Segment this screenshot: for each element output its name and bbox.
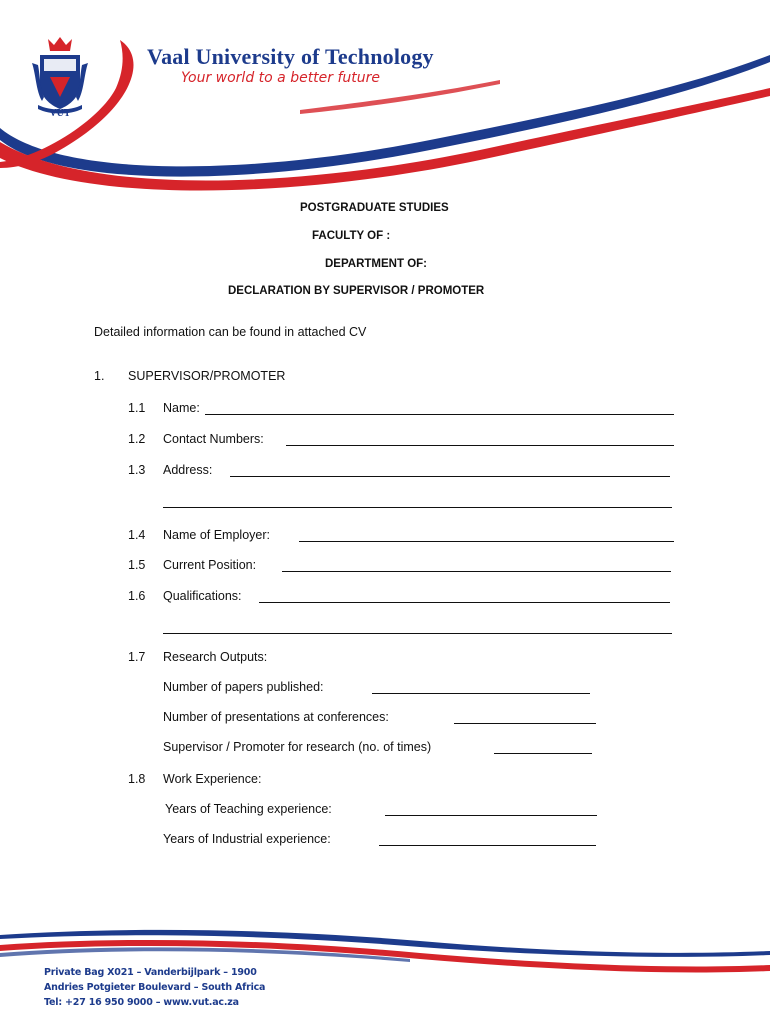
university-tagline: Your world to a better future <box>181 70 381 86</box>
field-label-supervisor-times: Supervisor / Promoter for research (no. of times) <box>163 740 432 754</box>
heading-postgraduate: POSTGRADUATE STUDIES <box>300 202 449 214</box>
qualifications-field-line1[interactable] <box>259 583 670 603</box>
field-label-contact: Contact Numbers: <box>163 432 264 446</box>
address-field-line1[interactable] <box>230 457 670 477</box>
field-label-papers: Number of papers published: <box>163 680 324 694</box>
field-label-qualifications: Qualifications: <box>163 589 242 603</box>
papers-published-field[interactable] <box>372 674 590 694</box>
field-label-position: Current Position: <box>163 558 257 572</box>
field-number-position: 1.5 <box>128 558 146 572</box>
field-label-name: Name: <box>163 401 200 415</box>
footer-address-line2: Andries Potgieter Boulevard – South Africa <box>44 982 266 993</box>
field-number-qualifications: 1.6 <box>128 589 146 603</box>
field-label-industrial: Years of Industrial experience: <box>163 832 331 846</box>
current-position-field[interactable] <box>282 552 671 572</box>
footer-contact-line: Tel: +27 16 950 9000 – www.vut.ac.za <box>44 997 239 1008</box>
teaching-experience-field[interactable] <box>385 796 597 816</box>
field-label-presentations: Number of presentations at conferences: <box>163 710 389 724</box>
field-number-work: 1.8 <box>128 772 146 786</box>
industrial-experience-field[interactable] <box>379 826 596 846</box>
name-field[interactable] <box>205 395 674 415</box>
contact-numbers-field[interactable] <box>286 426 674 446</box>
field-label-teaching: Years of Teaching experience: <box>165 802 332 816</box>
qualifications-field-line2[interactable] <box>163 614 672 634</box>
field-number-contact: 1.2 <box>128 432 146 446</box>
section-title: SUPERVISOR/PROMOTER <box>128 369 286 383</box>
heading-declaration: DECLARATION BY SUPERVISOR / PROMOTER <box>228 285 485 297</box>
field-number-research: 1.7 <box>128 650 146 664</box>
field-number-address: 1.3 <box>128 463 146 477</box>
crest-label: VUT <box>49 108 71 119</box>
field-label-work: Work Experience: <box>163 772 262 786</box>
section-number: 1. <box>94 369 105 383</box>
field-label-employer: Name of Employer: <box>163 528 270 542</box>
university-name: Vaal University of Technology <box>147 44 434 69</box>
header-swoosh-graphic <box>0 0 770 200</box>
employer-field[interactable] <box>299 522 674 542</box>
field-label-research: Research Outputs: <box>163 650 268 664</box>
field-number-name: 1.1 <box>128 401 146 415</box>
presentations-field[interactable] <box>454 704 596 724</box>
supervisor-times-field[interactable] <box>494 734 592 754</box>
heading-faculty: FACULTY OF : <box>312 230 391 242</box>
address-field-line2[interactable] <box>163 488 672 508</box>
footer-address-line1: Private Bag X021 – Vanderbijlpark – 1900 <box>44 967 257 978</box>
field-label-address: Address: <box>163 463 213 477</box>
intro-text: Detailed information can be found in attached CV <box>94 325 367 339</box>
field-number-employer: 1.4 <box>128 528 146 542</box>
heading-department: DEPARTMENT OF: <box>325 258 428 270</box>
